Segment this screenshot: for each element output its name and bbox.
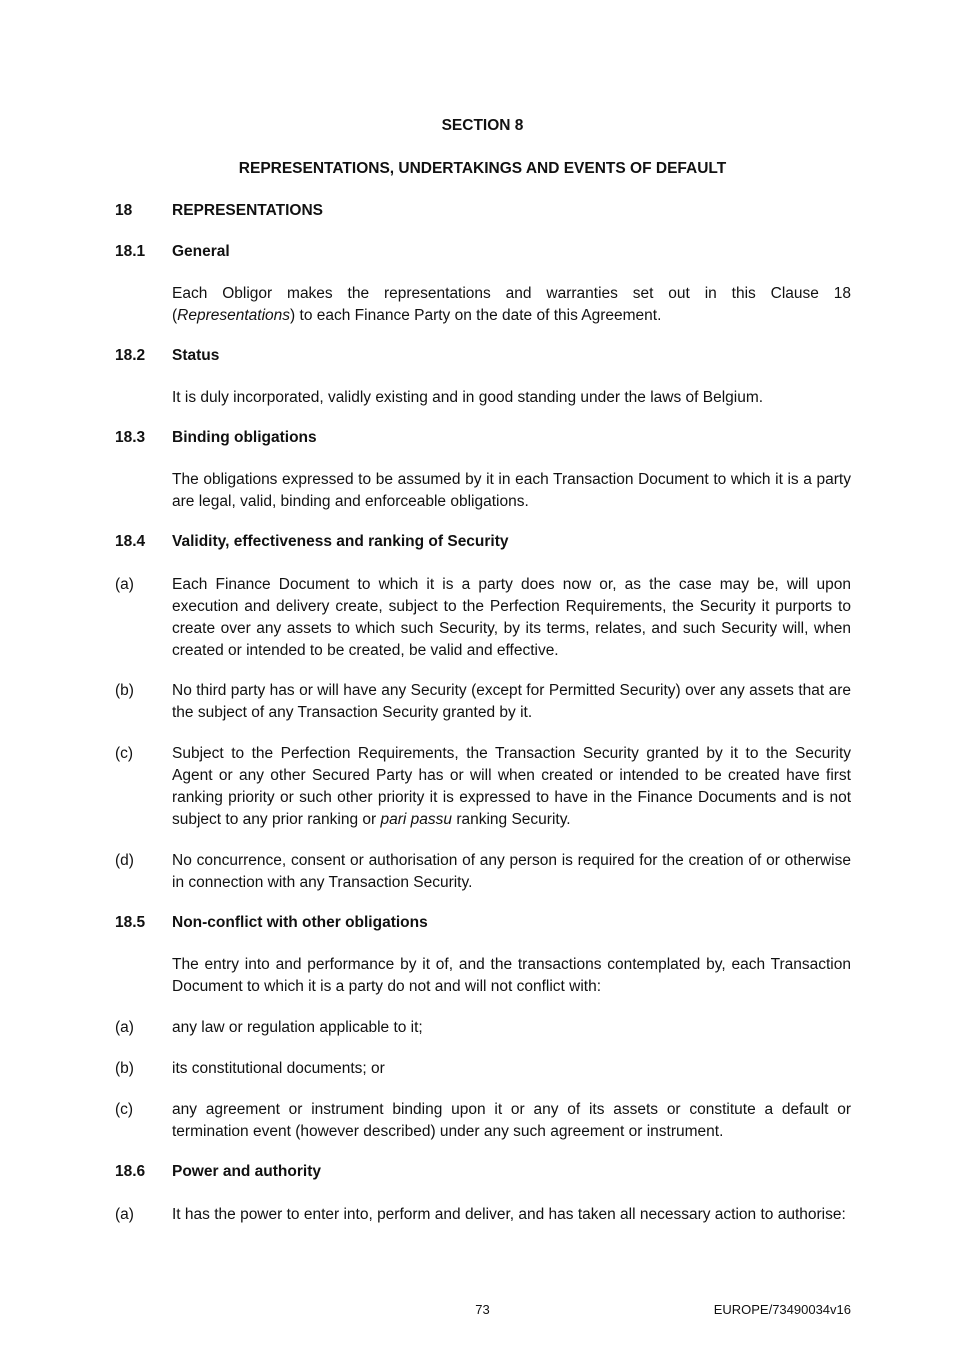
list-label-a: (a) bbox=[115, 1206, 134, 1223]
list-label-b: (b) bbox=[115, 1060, 134, 1077]
paragraph-18-4-c bbox=[172, 743, 851, 831]
paragraph-18-5-a: any law or regulation applicable to it; bbox=[172, 1019, 423, 1036]
list-label-a: (a) bbox=[115, 576, 134, 593]
list-label-a: (a) bbox=[115, 1019, 134, 1036]
paragraph-18-5-c: any agreement or instrument binding upon it or any of its assets or constitute a default or termination event (however described) under any such agreement or instrument. bbox=[172, 1101, 851, 1140]
clause-title: REPRESENTATIONS bbox=[172, 202, 323, 219]
paragraph-18-4-d: No concurrence, consent or authorisation of any person is required for the creation of or otherwise in connection with any Transaction Security. bbox=[172, 852, 851, 891]
subclause-title: Power and authority bbox=[172, 1163, 321, 1180]
paragraph-18-5-intro: The entry into and performance by it of, and the transactions contemplated by, each Transaction Document to which it is a party do not and will not conflict with: bbox=[172, 956, 851, 995]
paragraph-18-5-b: its constitutional documents; or bbox=[172, 1060, 385, 1077]
text-span: Each Obligor makes the representations and warranties set out in this Clause 18 ( bbox=[172, 285, 851, 324]
text-span: Subject to the Perfection Requirements, the Transaction Security granted by it to the Security Agent or any other Secured Party has or will when created or intended to be created have first ranking priority or such other priority it is expressed to have in the Finance Documents and is not subject to any prior ranking or bbox=[172, 745, 851, 828]
subclause-heading-18-2 bbox=[115, 347, 219, 365]
section-heading: SECTION 8 bbox=[441, 117, 524, 134]
subclause-heading-18-3 bbox=[115, 429, 317, 447]
subclause-number: 18.3 bbox=[115, 429, 146, 446]
section-subtitle: REPRESENTATIONS, UNDERTAKINGS AND EVENTS OF DEFAULT bbox=[238, 160, 727, 177]
list-label-b: (b) bbox=[115, 682, 134, 699]
subclause-heading-18-6 bbox=[115, 1163, 321, 1181]
subclause-title: Status bbox=[172, 347, 220, 364]
subclause-number: 18.2 bbox=[115, 347, 146, 364]
paragraph-18-4-a: Each Finance Document to which it is a party does now or, as the case may be, will upon execution and delivery create, subject to the Perfection Requirements, the Security it purports to create over any assets to which such Security, by its terms, relates, and such Security will, when created or intended to be created, be valid and effective. bbox=[172, 576, 851, 659]
subclause-title: General bbox=[172, 243, 230, 260]
italic-term: pari passu bbox=[380, 811, 453, 828]
subclause-heading-18-5 bbox=[115, 914, 428, 932]
paragraph-18-1 bbox=[172, 283, 851, 327]
clause-heading bbox=[115, 202, 323, 220]
subclause-number: 18.1 bbox=[115, 243, 146, 260]
paragraph-18-3: The obligations expressed to be assumed by it in each Transaction Document to which it is a party are legal, valid, binding and enforceable obligations. bbox=[172, 471, 851, 510]
subclause-title: Binding obligations bbox=[172, 429, 317, 446]
clause-number: 18 bbox=[115, 202, 133, 219]
subclause-number: 18.5 bbox=[115, 914, 146, 931]
page-number: 73 bbox=[475, 1302, 490, 1317]
text-span: ) to each Finance Party on the date of this Agreement. bbox=[290, 307, 662, 324]
document-reference: EUROPE/73490034v16 bbox=[713, 1302, 851, 1317]
subclause-heading-18-1 bbox=[115, 243, 230, 261]
text-span: ranking Security. bbox=[452, 811, 571, 828]
subclause-title: Validity, effectiveness and ranking of Security bbox=[172, 533, 509, 550]
paragraph-18-6-a: It has the power to enter into, perform and deliver, and has taken all necessary action to authorise: bbox=[172, 1206, 846, 1223]
paragraph-18-2: It is duly incorporated, validly existing and in good standing under the laws of Belgium. bbox=[172, 389, 764, 406]
list-label-c: (c) bbox=[115, 1101, 134, 1118]
subclause-number: 18.4 bbox=[115, 533, 146, 550]
list-label-d: (d) bbox=[115, 852, 134, 869]
subclause-number: 18.6 bbox=[115, 1163, 146, 1180]
list-label-c: (c) bbox=[115, 745, 134, 762]
italic-reference: Representations bbox=[177, 307, 291, 324]
subclause-heading-18-4 bbox=[115, 533, 509, 551]
subclause-title: Non-conflict with other obligations bbox=[172, 914, 428, 931]
paragraph-18-4-b: No third party has or will have any Security (except for Permitted Security) over any assets that are the subject of any Transaction Security granted by it. bbox=[172, 682, 851, 721]
